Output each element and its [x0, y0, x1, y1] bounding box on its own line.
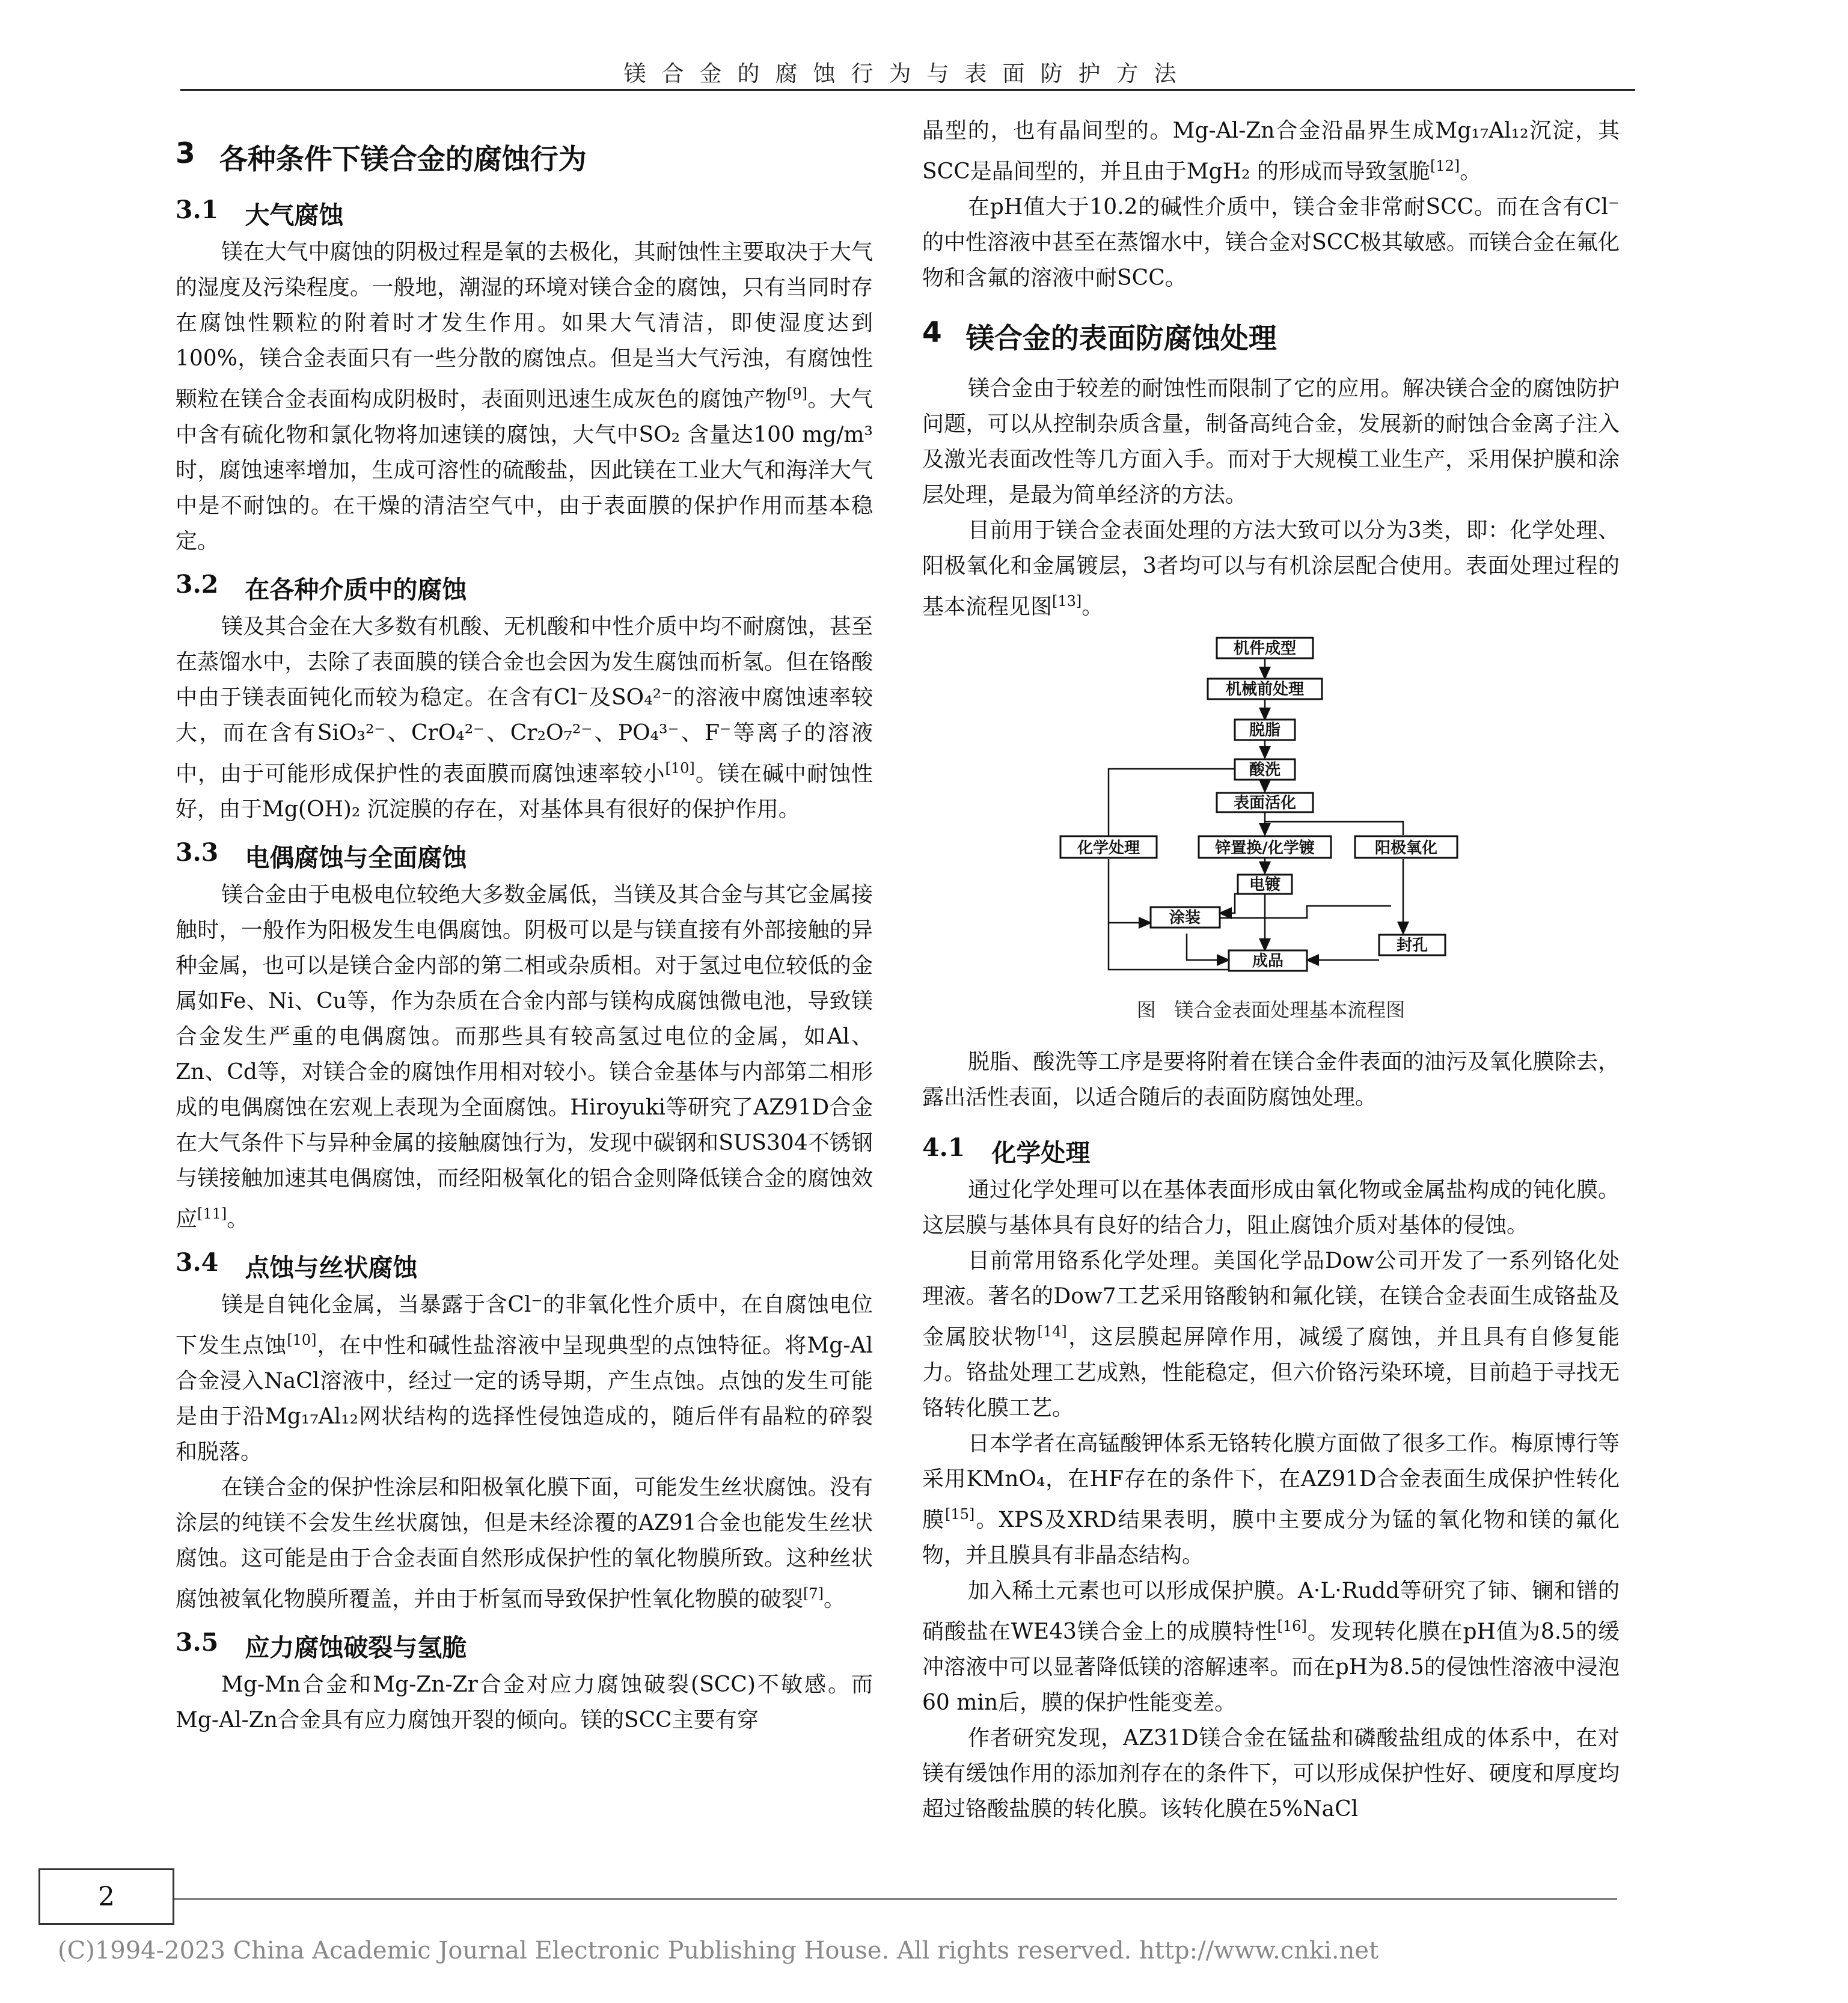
subsection-title: 点蚀与丝状腐蚀	[245, 1253, 418, 1282]
paragraph: 镁在大气中腐蚀的阴极过程是氧的去极化，其耐蚀性主要取决于大气的湿度及污染程度。一般地，潮湿的环境对镁合金的腐蚀，只有当同时存在腐蚀性颗粒的附着时才发生作用。如果大气清洁，即使湿度达到100%，镁合金表面只有一些分散的腐蚀点。但是当大气污浊，有腐蚀性颗粒在镁合金表面构成阴极时，表面则迅速生成灰色的腐蚀产物[9]。大气中含有硫化物和氯化物将加速镁的腐蚀，大气中SO₂ 含量达100 mg/m³ 时，腐蚀速率增加，生成可溶性的硫酸盐，因此镁在工业大气和海洋大气中是不耐蚀的。在干燥的清洁空气中，由于表面膜的保护作用而基本稳定。	[176, 240, 873, 554]
citation[interactable]: [15]	[945, 1506, 975, 1523]
subsection-title: 应力腐蚀破裂与氢脆	[245, 1633, 467, 1662]
flow-node: 化学处理	[1077, 839, 1140, 857]
footer-rule	[174, 1898, 1617, 1900]
figure-caption: 图 镁合金表面处理基本流程图	[1136, 998, 1406, 1021]
flow-node: 锌置换/化学镀	[1215, 839, 1315, 857]
citation[interactable]: [10]	[665, 760, 695, 777]
flow-node: 封孔	[1396, 937, 1428, 955]
citation[interactable]: [9]	[787, 385, 808, 402]
subsection-number: 3.4	[176, 1248, 219, 1277]
flow-node: 电镀	[1249, 876, 1281, 894]
paragraph: 镁合金由于电极电位较绝大多数金属低，当镁及其合金与其它金属接触时，一般作为阳极发生电偶腐蚀。阴极可以是与镁直接有外部接触的异种金属，也可以是镁合金内部的第二相或杂质相。对于氢过电位较低的金属如Fe、Ni、Cu等，作为杂质在合金内部与镁构成腐蚀微电池，导致镁合金发生严重的电偶腐蚀。而那些具有较高氢过电位的金属，如Al、Zn、Cd等，对镁合金的腐蚀作用相对较小。镁合金基体与内部第二相形成的电偶腐蚀在宏观上表现为全面腐蚀。Hiroyuki等研究了AZ91D合金在大气条件下与异种金属的接触腐蚀行为，发现中碳钢和SUS304不锈钢与镁接触加速其电偶腐蚀，而经阳极氧化的铝合金则降低镁合金的腐蚀效应[11]。	[176, 882, 873, 1232]
citation[interactable]: [10]	[287, 1332, 317, 1348]
flow-node: 涂装	[1169, 909, 1201, 927]
paragraph: 在镁合金的保护性涂层和阳极氧化膜下面，可能发生丝状腐蚀。没有涂层的纯镁不会发生丝状腐蚀，但是未经涂覆的AZ91合金也能发生丝状腐蚀。这可能是由于合金表面自然形成保护性的氧化物膜所致。这种丝状腐蚀被氧化物膜所覆盖，并由于析氢而导致保护性氧化物膜的破裂[7]。	[176, 1475, 873, 1612]
flow-node: 阳极氧化	[1374, 839, 1438, 857]
left-column	[176, 120, 873, 1738]
subsection-title: 电偶腐蚀与全面腐蚀	[245, 843, 467, 872]
citation[interactable]: [16]	[1277, 1618, 1307, 1635]
subsection-number: 3.5	[176, 1628, 219, 1657]
subsection-3-3-heading	[176, 838, 873, 873]
page-number: 2	[38, 1868, 174, 1925]
subsection-4-1-heading	[922, 1133, 1620, 1169]
paragraph: 在pH值大于10.2的碱性介质中，镁合金非常耐SCC。而在含有Cl⁻的中性溶液中甚至在蒸馏水中，镁合金对SCC极其敏感。而镁合金在氟化物和含氟的溶液中耐SCC。	[922, 195, 1620, 290]
citation[interactable]: [7]	[803, 1585, 824, 1602]
paragraph: 通过化学处理可以在基体表面形成由氧化物或金属盐构成的钝化膜。这层膜与基体具有良好的结合力，阻止腐蚀介质对基体的侵蚀。	[922, 1178, 1620, 1238]
section-title: 各种条件下镁合金的腐蚀行为	[219, 143, 587, 176]
subsection-3-1-heading	[176, 195, 873, 231]
copyright-notice: (C)1994-2023 China Academic Journal Electronic Publishing House. All rights reserved. http://www.cnki.net	[58, 1937, 1379, 1965]
paragraph: 镁及其合金在大多数有机酸、无机酸和中性介质中均不耐腐蚀，甚至在蒸馏水中，去除了表面膜的镁合金也会因为发生腐蚀而析氢。但在铬酸中由于镁表面钝化而较为稳定。在含有Cl⁻及SO₄²⁻的溶液中腐蚀速率较大，而在含有SiO₃²⁻、CrO₄²⁻、Cr₂O₇²⁻、PO₄³⁻、F⁻等离子的溶液中，由于可能形成保护性的表面膜而腐蚀速率较小[10]。镁在碱中耐蚀性好，由于Mg(OH)₂ 沉淀膜的存在，对基体具有很好的保护作用。	[176, 614, 873, 822]
citation[interactable]: [14]	[1037, 1323, 1067, 1340]
subsection-3-4-heading	[176, 1248, 873, 1283]
flow-node: 酸洗	[1249, 761, 1281, 779]
flow-node: 表面活化	[1233, 794, 1297, 812]
subsection-title: 大气腐蚀	[245, 201, 344, 230]
flow-node: 成品	[1252, 952, 1284, 970]
paragraph: 目前常用铬系化学处理。美国化学品Dow公司开发了一系列铬化处理液。著名的Dow7工艺采用铬酸钠和氟化镁，在镁合金表面生成铬盐及金属胶状物[14]，这层膜起屏障作用，减缓了腐蚀，并且具有自修复能力。铬盐处理工艺成熟，性能稳定，但六价铬污染环境，目前趋于寻找无铬转化膜工艺。	[922, 1249, 1620, 1420]
section-number: 4	[922, 316, 942, 349]
paragraph: 加入稀土元素也可以形成保护膜。A·L·Rudd等研究了铈、镧和镨的硝酸盐在WE43镁合金上的成膜特性[16]。发现转化膜在pH值为8.5的缓冲溶液中可以显著降低镁的溶解速率。而在pH为8.5的侵蚀性溶液中浸泡60 min后，膜的保护性能变差。	[922, 1579, 1620, 1715]
paragraph: Mg-Mn合金和Mg-Zn-Zr合金对应力腐蚀破裂(SCC)不敏感。而Mg-Al-Zn合金具有应力腐蚀开裂的倾向。镁的SCC主要有穿	[176, 1672, 873, 1732]
paragraph: 镁是自钝化金属，当暴露于含Cl⁻的非氧化性介质中，在自腐蚀电位下发生点蚀[10]，在中性和碱性盐溶液中呈现典型的点蚀特征。将Mg-Al合金浸入NaCl溶液中，经过一定的诱导期，产生点蚀。点蚀的发生可能是由于沿Mg₁₇Al₁₂网状结构的选择性侵蚀造成的，随后伴有晶粒的碎裂和脱落。	[176, 1292, 873, 1464]
subsection-number: 3.3	[176, 838, 219, 867]
subsection-title: 化学处理	[991, 1139, 1091, 1167]
citation[interactable]: [11]	[197, 1205, 227, 1222]
running-title: 镁合金的腐蚀行为与表面防护方法	[623, 61, 1192, 87]
section-3-heading	[176, 137, 873, 177]
paragraph-continued: 晶型的，也有晶间型的。Mg-Al-Zn合金沿晶界生成Mg₁₇Al₁₂沉淀，其SCC是晶间型的，并且由于MgH₂ 的形成而导致氢脆[12]。	[922, 118, 1620, 184]
surface-treatment-flowchart	[1054, 635, 1487, 984]
subsection-number: 3.2	[176, 570, 219, 599]
header-rule	[180, 89, 1635, 91]
paragraph: 作者研究发现，AZ31D镁合金在锰盐和磷酸盐组成的体系中，在对镁有缓蚀作用的添加剂存在的条件下，可以形成保护性好、硬度和厚度均超过铬酸盐膜的转化膜。该转化膜在5%NaCl	[922, 1726, 1620, 1821]
citation[interactable]: [12]	[1430, 157, 1460, 174]
flow-node: 机械前处理	[1225, 680, 1305, 699]
paragraph: 日本学者在高锰酸钾体系无铬转化膜方面做了很多工作。梅原博行等采用KMnO₄，在HF存在的条件下，在AZ91D合金表面生成保护性转化膜[15]。XPS及XRD结果表明，膜中主要成分为锰的氧化物和镁的氟化物，并且膜具有非晶态结构。	[922, 1431, 1620, 1568]
section-title: 镁合金的表面防腐蚀处理	[965, 322, 1277, 355]
section-number: 3	[176, 137, 195, 170]
subsection-number: 4.1	[922, 1133, 965, 1162]
right-column	[922, 113, 1620, 1827]
citation[interactable]: [13]	[1052, 593, 1082, 610]
subsection-3-5-heading	[176, 1628, 873, 1663]
flow-node: 机件成型	[1233, 640, 1297, 658]
subsection-title: 在各种介质中的腐蚀	[245, 575, 467, 604]
paragraph: 脱脂、酸洗等工序是要将附着在镁合金件表面的油污及氧化膜除去，露出活性表面，以适合随后的表面防腐蚀处理。	[922, 1050, 1620, 1110]
paragraph: 目前用于镁合金表面处理的方法大致可以分为3类，即：化学处理、阳极氧化和金属镀层，3者均可以与有机涂层配合使用。表面处理过程的基本流程见图[13]。	[922, 518, 1620, 619]
subsection-number: 3.1	[176, 195, 219, 224]
flow-node: 脱脂	[1249, 721, 1281, 739]
paragraph: 镁合金由于较差的耐蚀性而限制了它的应用。解决镁合金的腐蚀防护问题，可以从控制杂质含量，制备高纯合金，发展新的耐蚀合金离子注入及激光表面改性等几方面入手。而对于大规模工业生产，采用保护膜和涂层处理，是最为简单经济的方法。	[922, 376, 1620, 507]
section-4-heading	[922, 316, 1620, 356]
subsection-3-2-heading	[176, 570, 873, 605]
